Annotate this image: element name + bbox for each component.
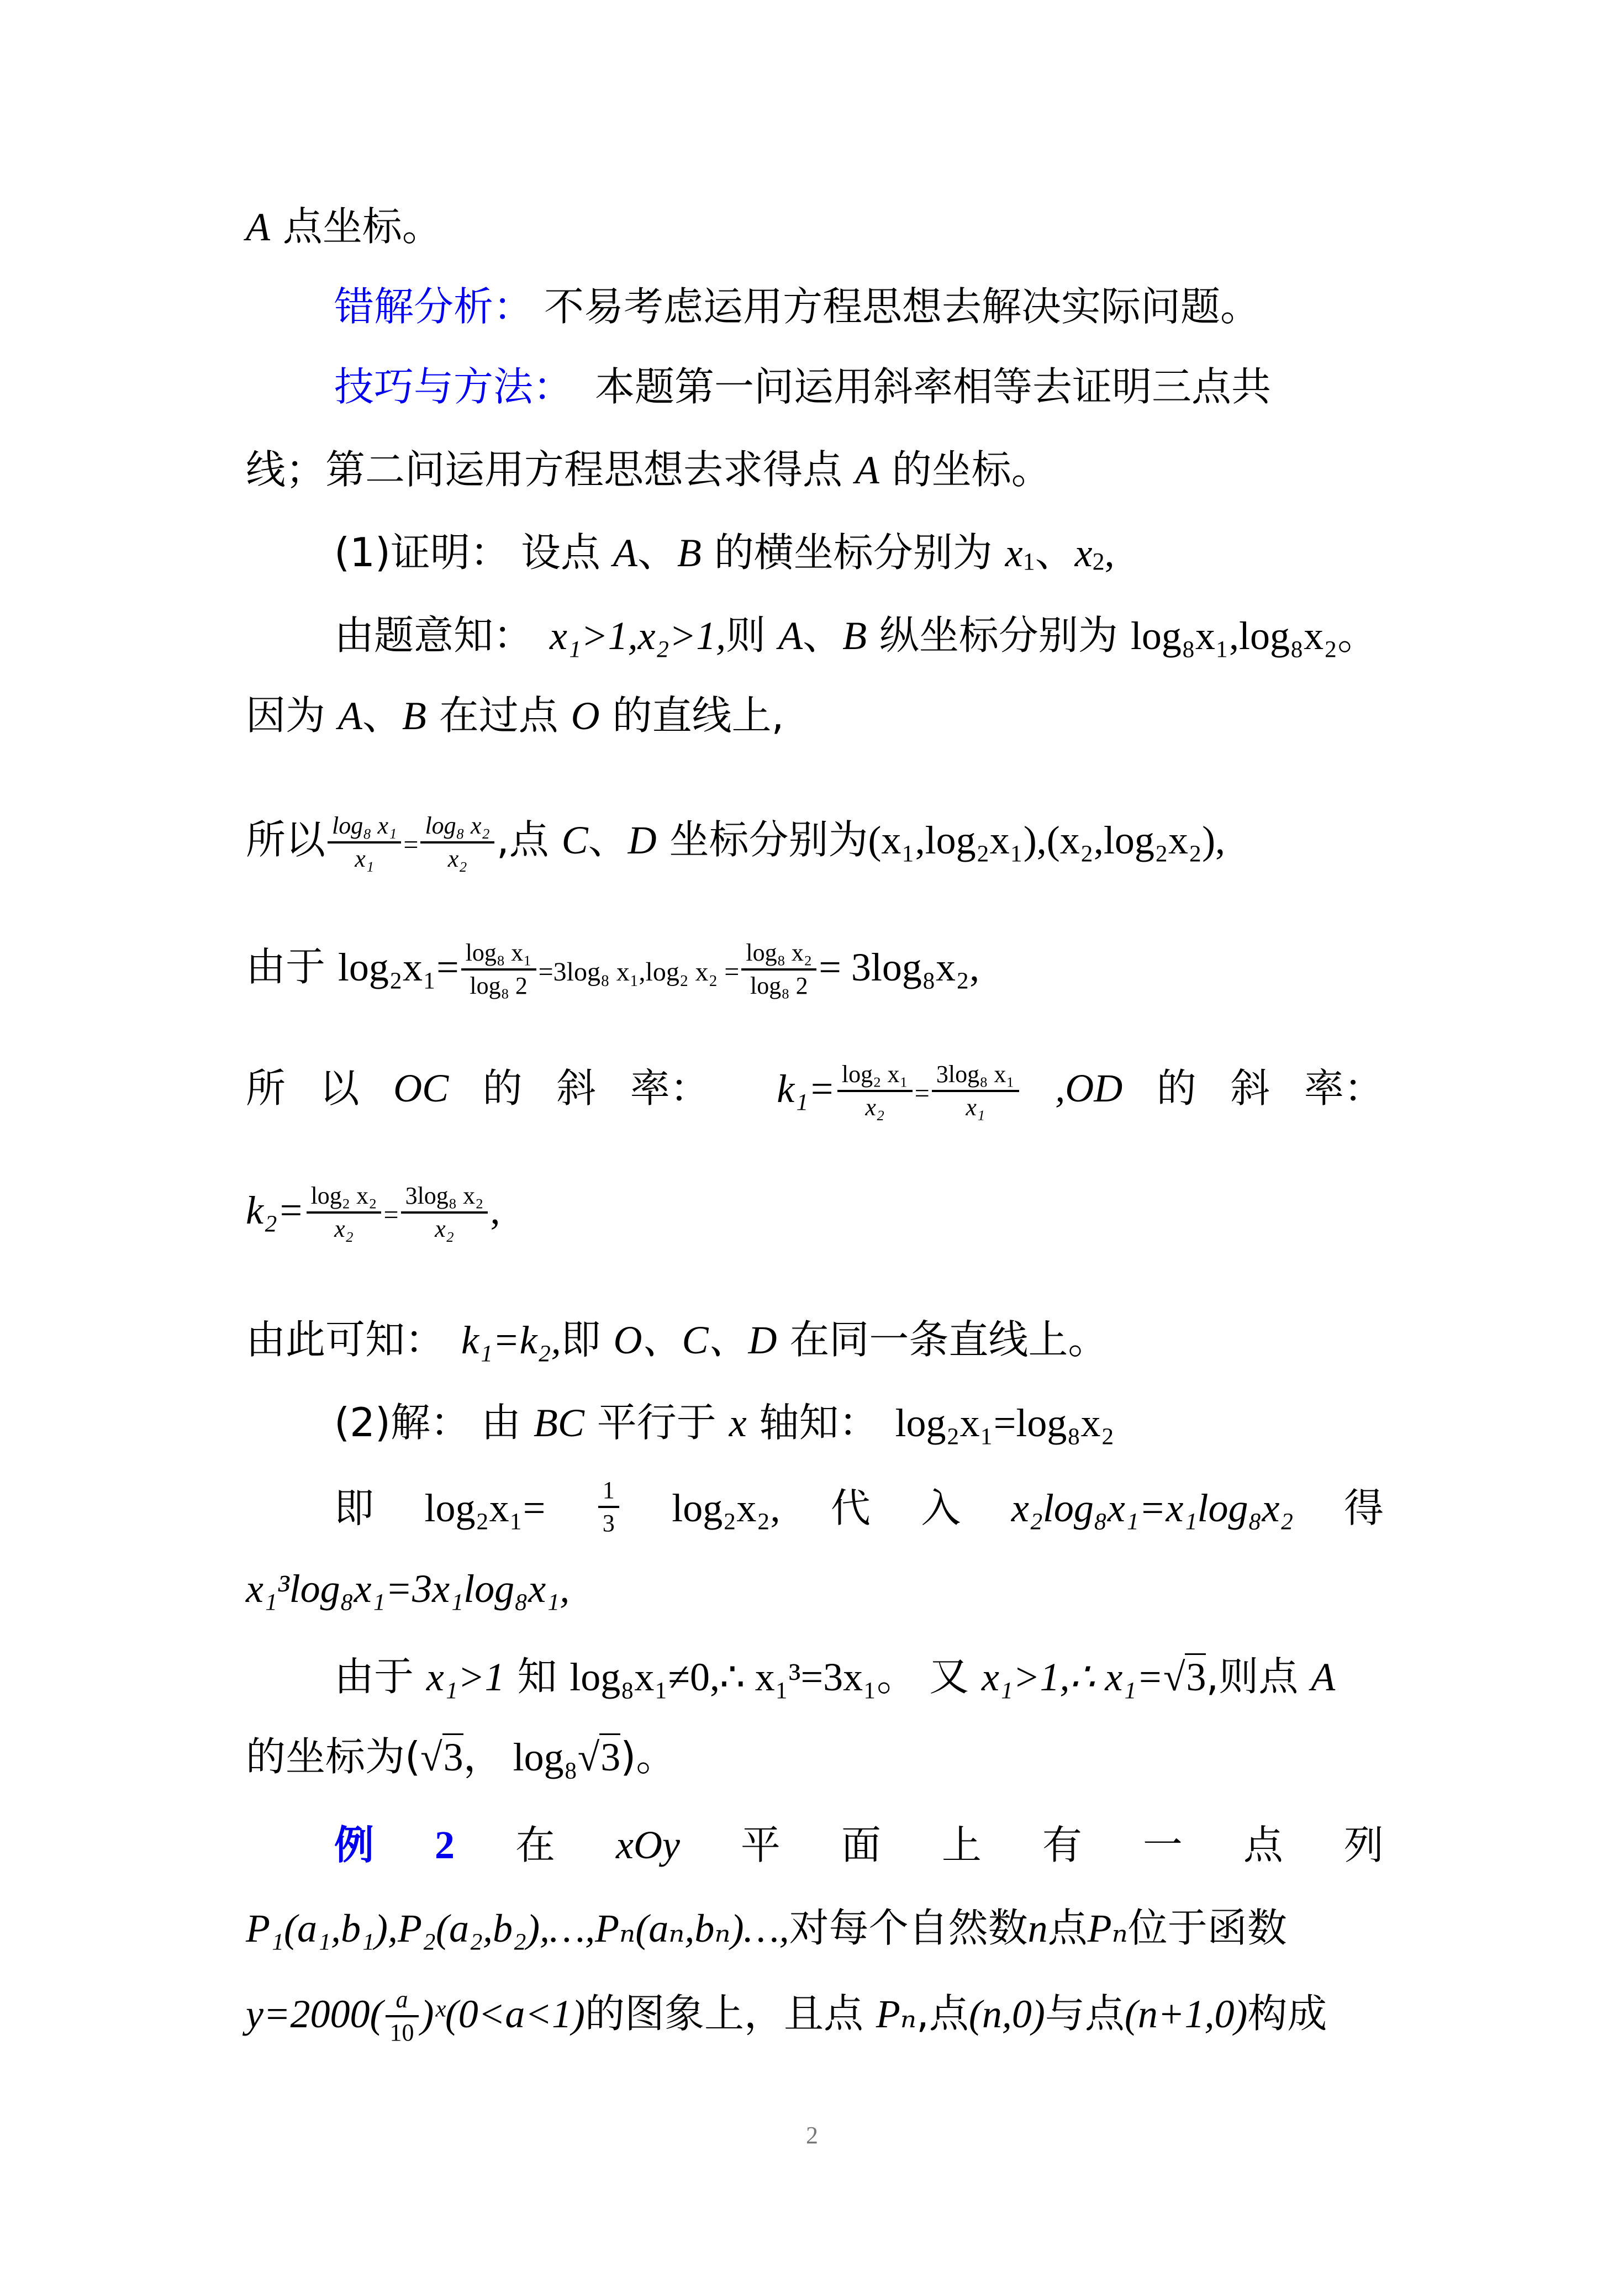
line-text: 知 xyxy=(504,1653,570,1700)
denominator: x₂ xyxy=(435,1215,454,1243)
char: 即 xyxy=(334,1485,375,1531)
point: (n,0) xyxy=(968,1992,1045,2036)
line-text: ,点 xyxy=(916,1990,969,2037)
numerator: log₂ x₁ xyxy=(837,1059,913,1092)
point: (n+1,0) xyxy=(1124,1992,1248,2036)
numerator: log₈ x₂ xyxy=(741,937,816,971)
line-text: 又 xyxy=(916,1653,982,1700)
var-b: B xyxy=(677,531,702,575)
var-oc: OC xyxy=(393,1066,449,1110)
numerator: 3log₈ x₁ xyxy=(932,1059,1019,1092)
text-line-16 xyxy=(334,1649,1384,1705)
char: 所 xyxy=(246,1065,286,1111)
line-text: 线；第二问运用方程思想去求得点 xyxy=(246,446,855,493)
error-analysis-line xyxy=(334,279,1384,334)
line-text: 即 xyxy=(561,1316,614,1363)
numerator: log₈ x₁ xyxy=(328,810,401,843)
char: 面 xyxy=(841,1822,881,1868)
var-c: C xyxy=(561,818,588,862)
char: 率： xyxy=(630,1065,710,1111)
math-expr: k₂= xyxy=(246,1188,304,1232)
radicand: 3 xyxy=(599,1733,620,1779)
line-text: 与点 xyxy=(1045,1990,1125,2037)
char: 得 xyxy=(1343,1485,1384,1531)
char: 斜 xyxy=(1230,1065,1270,1111)
points: O、C、D xyxy=(613,1318,777,1362)
math-expr: (x₁,log₂x₁),(x₂,log₂x₂), xyxy=(868,818,1226,862)
fraction xyxy=(741,937,816,1001)
text-line-11 xyxy=(246,1171,1384,1254)
var-a: A xyxy=(338,694,362,738)
line-text: 的图象上，且点 xyxy=(584,1990,876,2037)
fraction xyxy=(386,1984,419,2048)
text-line-9 xyxy=(246,928,1384,1011)
text-line-8 xyxy=(246,801,1384,884)
example-label: 例 xyxy=(334,1822,375,1868)
char: 斜 xyxy=(556,1065,597,1111)
char: 入 xyxy=(921,1485,961,1531)
var-a: A xyxy=(613,531,637,575)
subscript: 1 xyxy=(1022,548,1035,575)
technique-label: 技巧与方法： xyxy=(334,363,573,410)
math-expr: log₂x₂, xyxy=(672,1486,781,1530)
denominator: x₁ xyxy=(355,845,375,873)
text-line-14 xyxy=(334,1475,1384,1541)
text-line-20 xyxy=(246,1980,1384,2048)
sep: 、 xyxy=(637,529,677,576)
var-a: A xyxy=(778,614,803,658)
char: 以 xyxy=(319,1065,360,1111)
var-od: ,OD xyxy=(1055,1066,1123,1110)
line-text: 的直线上, xyxy=(599,692,784,739)
denominator: x₂ xyxy=(334,1215,354,1243)
math-expr: log₈x₁,log₈x₂。 xyxy=(1130,614,1378,658)
line-text: 由此可知： xyxy=(246,1316,445,1363)
numerator: log₈ x₁ xyxy=(461,937,536,971)
math-expr: ， log₈ xyxy=(463,1735,578,1779)
line-text: 因为 xyxy=(246,692,338,739)
example-2-line xyxy=(334,1817,1384,1873)
text-line-15 xyxy=(246,1561,1384,1616)
sep: 、 xyxy=(1035,529,1075,576)
char: 代 xyxy=(830,1485,871,1531)
sep: 、 xyxy=(362,692,402,739)
page-number: 2 xyxy=(806,2122,818,2149)
line-text: 坐标分别为 xyxy=(656,816,868,863)
solution-2-line xyxy=(334,1395,1384,1451)
var-a: A xyxy=(246,205,270,249)
denominator: x₁ xyxy=(966,1094,985,1121)
var-x: x xyxy=(1074,531,1093,575)
math-expr: )ˣ(0<a<1) xyxy=(420,1992,585,2036)
var-pn: Pₙ xyxy=(876,1992,917,2036)
fraction xyxy=(420,810,494,874)
numerator: log₈ x₂ xyxy=(420,810,494,843)
line-text: 构成 xyxy=(1247,1990,1327,2037)
math-expr: log₂x₁= xyxy=(424,1486,546,1530)
line-text: 的坐标为( xyxy=(246,1733,421,1780)
line-text: 的坐标。 xyxy=(879,446,1051,493)
char: 列 xyxy=(1343,1822,1384,1868)
radicand: 3 xyxy=(442,1733,463,1779)
char: 有 xyxy=(1042,1822,1082,1868)
sep: 、 xyxy=(588,816,628,863)
sep: 、 xyxy=(803,612,843,658)
char: 在 xyxy=(515,1822,555,1868)
char: 平 xyxy=(740,1822,781,1868)
line-text: ,点 xyxy=(496,816,562,863)
line-text: 则 xyxy=(726,612,779,658)
math-expr: log₈x₁≠0,∴ x₁³=3x₁。 xyxy=(570,1655,917,1699)
math-expr: x₂log₈x₁=x₁log₈x₂ xyxy=(1011,1486,1294,1530)
char: 的 xyxy=(482,1065,523,1111)
math-expr: P₁(a₁,b₁),P₂(a₂,b₂),…,Pₙ(aₙ,bₙ)…, xyxy=(246,1906,789,1950)
equals: = xyxy=(383,1200,399,1230)
line-text: 由题意知： xyxy=(334,612,534,658)
text-line-17 xyxy=(246,1729,1384,1785)
var-x: x xyxy=(729,1401,747,1445)
line-text: 对每个自然数 xyxy=(789,1905,1028,1951)
punct: , xyxy=(490,1188,500,1232)
line-text: 纵坐标分别为 xyxy=(867,612,1131,658)
text-line-4 xyxy=(246,442,1384,498)
subscript: 2 xyxy=(1092,548,1105,575)
math-expr: y=2000( xyxy=(246,1992,383,2036)
var-n: n xyxy=(1027,1906,1048,1950)
fraction xyxy=(307,1180,382,1245)
math-expr: k₁=k₂, xyxy=(461,1318,561,1362)
error-analysis-label: 错解分析： xyxy=(334,283,534,330)
line-text: 位于函数 xyxy=(1127,1905,1287,1951)
numerator: log₂ x₂ xyxy=(307,1180,382,1214)
var-b: B xyxy=(842,614,867,658)
math-expr: x₁>1 xyxy=(426,1655,505,1699)
fraction xyxy=(598,1475,619,1541)
line-text: 的横坐标分别为 xyxy=(701,529,1005,576)
var-o: O xyxy=(571,694,600,738)
proof-1-line xyxy=(334,525,1384,589)
denominator: 10 xyxy=(389,2019,414,2047)
denominator: log₈ 2 xyxy=(470,972,528,1000)
text-line-1 xyxy=(246,199,1384,255)
sqrt-expr: √3 xyxy=(1163,1653,1206,1699)
example-number: 2 xyxy=(435,1823,455,1867)
char: 率： xyxy=(1304,1065,1384,1111)
fraction xyxy=(328,810,401,874)
fraction xyxy=(461,937,536,1001)
numerator: 1 xyxy=(598,1475,619,1508)
line-text: 在过点 xyxy=(426,692,571,739)
math-expr: x₁³log₈x₁=3x₁log₈x₁, xyxy=(246,1567,570,1611)
text-line-19 xyxy=(246,1900,1384,1956)
math-expr: log₂x₁= xyxy=(338,945,459,989)
math-expr: =3log₈ x₁,log₂ x₂ = xyxy=(538,957,740,987)
sqrt-expr: √3 xyxy=(420,1733,463,1779)
denominator: log₈ 2 xyxy=(750,972,808,1000)
text-line-10 xyxy=(246,1050,1384,1132)
error-analysis-text: 不易考虑运用方程思想去解决实际问题。 xyxy=(544,283,1261,330)
line-text: 平行于 xyxy=(584,1399,729,1446)
math-expr: x₁>1,x₂>1, xyxy=(550,614,726,658)
proof-label: (1)证明： xyxy=(334,529,510,576)
text-line-6 xyxy=(334,608,1384,663)
var-a: A xyxy=(855,448,879,492)
line-text: 点坐标。 xyxy=(270,203,442,250)
numerator: a xyxy=(386,1984,419,2017)
text-line-12 xyxy=(246,1312,1384,1368)
line-text: 由 xyxy=(481,1399,534,1446)
math-expr: log₂x₁=log₈x₂ xyxy=(895,1401,1115,1445)
denominator: x₂ xyxy=(447,845,467,873)
technique-line xyxy=(334,359,1384,414)
denominator: x₂ xyxy=(865,1094,885,1121)
slope-k1 xyxy=(777,1050,1021,1132)
math-expr: x₁>1,∴ x₁= xyxy=(981,1655,1163,1699)
var-d: D xyxy=(628,818,657,862)
var-x: x xyxy=(1005,531,1023,575)
punct: )。 xyxy=(620,1733,676,1780)
math-expr: k₁= xyxy=(777,1067,835,1111)
char: 的 xyxy=(1156,1065,1196,1111)
var-a: A xyxy=(1311,1655,1336,1699)
char: 上 xyxy=(941,1822,982,1868)
line-text: 点 xyxy=(1047,1905,1088,1951)
punct: , xyxy=(1104,531,1115,575)
sqrt-expr: √3 xyxy=(578,1733,621,1779)
var-pn: Pₙ xyxy=(1087,1906,1128,1950)
line-text: 轴知： xyxy=(746,1399,879,1446)
radicand: 3 xyxy=(1185,1653,1206,1699)
var-b: B xyxy=(402,694,426,738)
denominator: 3 xyxy=(602,1510,615,1537)
numerator: 3log₈ x₂ xyxy=(401,1180,488,1214)
line-text: 由于 xyxy=(246,943,338,990)
equals: = xyxy=(403,830,419,860)
line-text: 由于 xyxy=(334,1653,426,1700)
fraction xyxy=(837,1059,913,1123)
var-xoy: xOy xyxy=(615,1823,680,1867)
var-bc: BC xyxy=(533,1401,584,1445)
equals: = xyxy=(914,1079,930,1108)
fraction xyxy=(932,1059,1019,1123)
line-text: 在同一条直线上。 xyxy=(777,1316,1108,1363)
text-line-7 xyxy=(246,688,1384,744)
line-text: 设点 xyxy=(521,529,613,576)
solution-label: (2)解： xyxy=(334,1399,470,1446)
line-text: ,则点 xyxy=(1206,1653,1311,1700)
char: 点 xyxy=(1243,1822,1283,1868)
fraction xyxy=(401,1180,488,1245)
technique-text: 本题第一问运用斜率相等去证明三点共 xyxy=(595,363,1272,410)
math-expr: = 3log₈x₂, xyxy=(819,945,980,989)
char: 一 xyxy=(1142,1822,1183,1868)
line-text: 所以 xyxy=(246,816,326,863)
